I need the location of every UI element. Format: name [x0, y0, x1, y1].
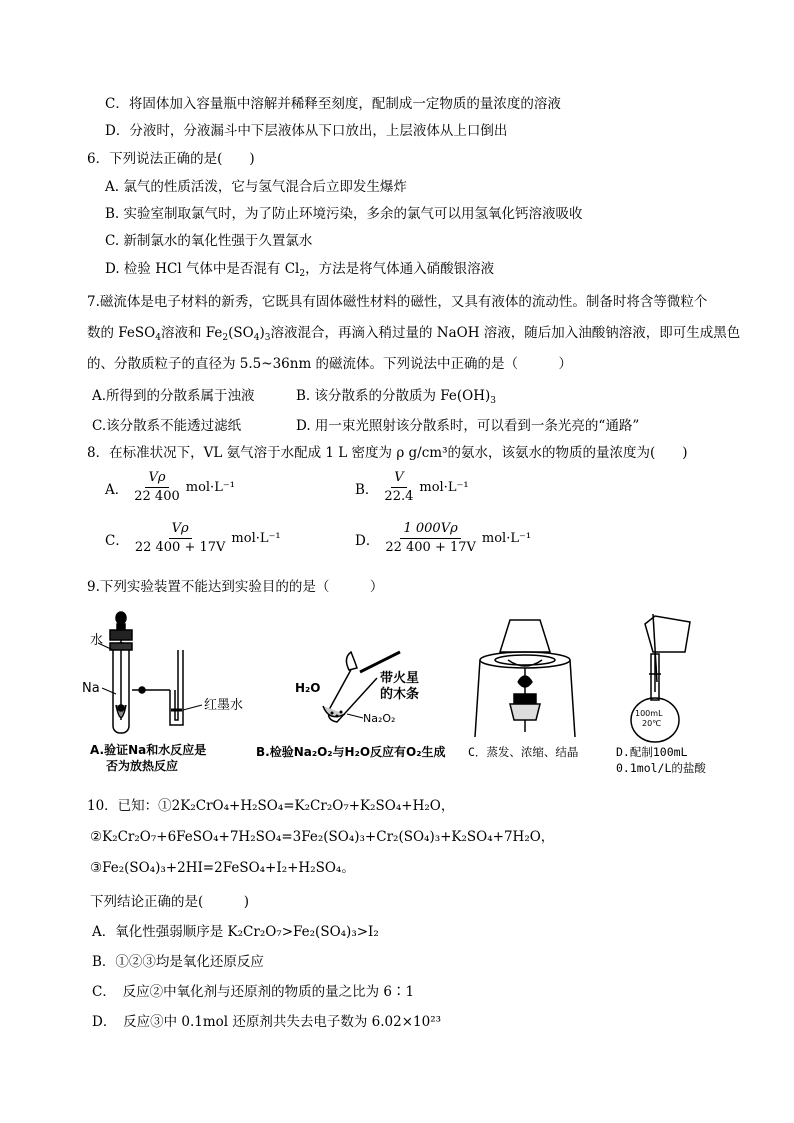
- figure-d-caption-1: D.配制100mL: [616, 745, 688, 759]
- q7-option-b: B. 该分散系的分散质为 $Fe(OH)_3$: [296, 388, 497, 406]
- q8-option-a: A． $\frac{V\rho}{22 400}$ mol·L⁻¹: [105, 470, 235, 504]
- q10-option-c: C． 反应②中氧化剂与还原剂的物质的量之比为 6∶1: [92, 984, 415, 1000]
- q6-stem: 6．下列说法正确的是( ): [87, 151, 255, 167]
- figure-d-flask-label-1: 100mL: [635, 709, 663, 718]
- figure-b-splint-label-2: 的木条: [380, 687, 420, 702]
- figure-b-na2o2-label: Na₂O₂: [363, 712, 396, 725]
- q10-equation-2: ②K₂Cr₂O₇+6FeSO₄+7H₂SO₄=3Fe₂(SO₄)₃+Cr₂(SO₄)₃+K₂SO₄+7H₂O，: [90, 829, 555, 845]
- q8-stem: 8．在标准状况下，VL 氨气溶于水配成 1 L 密度为 ρ g/cm³的氨水，该氨水的物质的量浓度为( ): [87, 445, 688, 461]
- q7-option-a: A.所得到的分散系属于浊液: [92, 388, 255, 404]
- figure-b-caption: B.检验Na₂O₂与H₂O反应有O₂生成: [256, 745, 446, 759]
- q10-equation-3: ③Fe₂(SO₄)₃+2HI=2FeSO₄+I₂+H₂SO₄。: [90, 860, 355, 876]
- figure-a-na-label: Na: [82, 681, 100, 696]
- figure-d-apparatus: [615, 612, 715, 744]
- q7-option-d: D. 用一束光照射该分散系时，可以看到一条光亮的“通路”: [296, 418, 640, 434]
- q5-option-d: D．分液时，分液漏斗中下层液体从下口放出，上层液体从上口倒出: [105, 123, 508, 139]
- figure-c-apparatus: [470, 612, 590, 742]
- q6-option-b: B. 实验室制取氯气时，为了防止环境污染，多余的氯气可以用氢氧化钙溶液吸收: [105, 206, 583, 222]
- figure-b-h2o-label: H₂O: [295, 681, 321, 695]
- figure-d-flask-label-2: 20℃: [642, 719, 662, 728]
- q10-option-a: A．氧化性强弱顺序是 K₂Cr₂O₇>Fe₂(SO₄)₃>I₂: [92, 924, 379, 940]
- q10-option-b: B．①②③均是氧化还原反应: [92, 954, 264, 970]
- q8-option-c: C． $\frac{V\rho}{22 400 + 17V}$ mol·L⁻¹: [105, 521, 281, 555]
- q8-option-d: D． $\frac{1 000V\rho}{22 400 + 17V}$ mol·L⁻¹: [355, 521, 532, 555]
- q10-stem: 10．已知：①2K₂CrO₄+H₂SO₄=K₂Cr₂O₇+K₂SO₄+H₂O，: [87, 798, 455, 814]
- q10-ask: 下列结论正确的是( ): [90, 894, 250, 910]
- figure-a-caption-1: A.验证Na和水反应是: [90, 743, 207, 757]
- figure-c-caption: C．蒸发、浓缩、结晶: [468, 745, 579, 759]
- q7-line-2: 数的 FeSO$_4$溶液和 $Fe_2(SO_4)_3$溶液混合，再滴入稍过量的 NaOH 溶液，随后加入油酸钠溶液，即可生成黑色: [87, 325, 741, 343]
- q9-stem: 9.下列实验装置不能达到实验目的的是（ ）: [87, 579, 384, 595]
- figure-b-apparatus: [285, 650, 465, 740]
- figure-a-ink-label: 红墨水: [204, 698, 244, 713]
- q8-option-b: B． $\frac{V}{22.4}$ mol·L⁻¹: [355, 470, 469, 504]
- figure-a-water-label: 水: [90, 633, 104, 648]
- q10-option-d: D． 反应③中 0.1mol 还原剂共失去电子数为 6.02×10²³: [92, 1014, 442, 1030]
- figure-a-apparatus: [80, 610, 260, 745]
- figure-a-caption-2: 否为放热反应: [106, 759, 179, 773]
- q5-option-c: C．将固体加入容量瓶中溶解并稀释至刻度，配制成一定物质的量浓度的溶液: [105, 96, 561, 112]
- q6-option-d: D. 检验 HCl 气体中是否混有 $Cl_2$，方法是将气体通入硝酸银溶液: [105, 261, 495, 279]
- q7-option-c: C.该分散系不能透过滤纸: [92, 418, 242, 434]
- q6-option-a: A. 氯气的性质活泼，它与氢气混合后立即发生爆炸: [105, 179, 407, 195]
- q7-line-3: 的、分散质粒子的直径为 5.5~36nm 的磁流体。下列说法中正确的是（ ）: [87, 356, 573, 372]
- figure-d-caption-2: 0.1mol/L的盐酸: [616, 761, 706, 775]
- figure-b-splint-label-1: 带火星: [380, 671, 420, 686]
- q6-option-c: C. 新制氯水的氧化性强于久置氯水: [105, 233, 313, 249]
- q7-line-1: 7.磁流体是电子材料的新秀，它既具有固体磁性材料的磁性，又具有液体的流动性。制备时将含等微粒个: [87, 294, 708, 310]
